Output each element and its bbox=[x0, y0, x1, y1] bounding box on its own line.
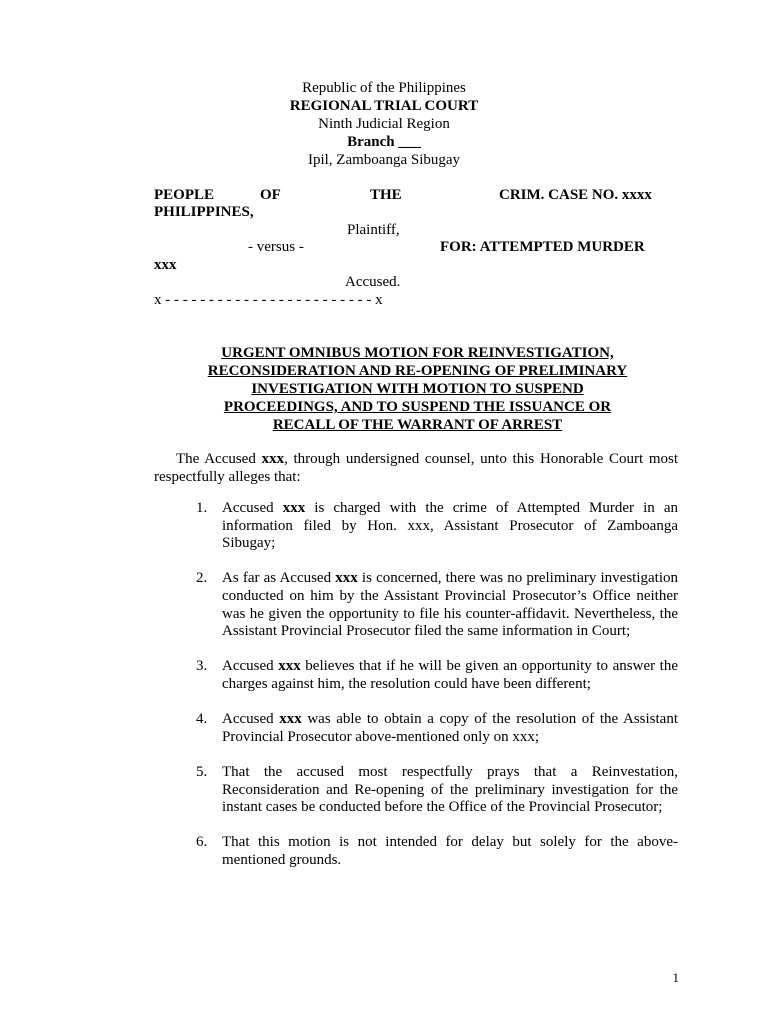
item-text-post: is concerned, there was no preliminary investigation conducted on him by the Assistant Provincial Prosecutor’s Office neither was he given the opportunity to file his counter-affidavit. Nevertheless, the Assistant Provincial Prosecutor filed the same information in Court; bbox=[222, 570, 678, 640]
list-item bbox=[154, 500, 678, 553]
item-text-pre: That this motion is not intended for delay but solely for the above-mentioned grounds. bbox=[222, 834, 678, 868]
item-number: 5. bbox=[196, 763, 208, 780]
allegations-list bbox=[154, 500, 678, 887]
item-name: xxx bbox=[279, 711, 302, 728]
item-number: 4. bbox=[196, 711, 208, 728]
caption-of: OF bbox=[260, 187, 281, 203]
header-court: REGIONAL TRIAL COURT bbox=[289, 98, 479, 114]
title-line-4: PROCEEDINGS, AND TO SUSPEND THE ISSUANCE OR bbox=[223, 399, 612, 415]
caption-plaintiff: Plaintiff, bbox=[347, 222, 400, 238]
page-number: 1 bbox=[672, 970, 679, 985]
item-text-pre: Accused bbox=[222, 711, 280, 728]
item-name: xxx bbox=[278, 658, 301, 675]
item-text-post: believes that if he will be given an opportunity to answer the charges against him, the resolution could have been different; bbox=[222, 658, 678, 692]
title-line-3: INVESTIGATION WITH MOTION TO SUSPEND bbox=[251, 381, 584, 397]
intro-name: xxx bbox=[261, 451, 285, 467]
item-number: 2. bbox=[196, 570, 208, 587]
header-location: Ipil, Zamboanga Sibugay bbox=[307, 152, 461, 168]
intro-post: , through undersigned counsel, unto this Honorable Court most respectfully alleges that: bbox=[154, 451, 679, 485]
motion-title bbox=[150, 344, 685, 434]
caption-the: THE bbox=[370, 187, 402, 203]
item-text-pre: Accused bbox=[222, 658, 279, 675]
item-number: 6. bbox=[196, 834, 208, 851]
list-item bbox=[154, 711, 678, 746]
header-region: Ninth Judicial Region bbox=[318, 116, 450, 132]
caption-accused-label: Accused. bbox=[345, 274, 401, 290]
header-republic: Republic of the Philippines bbox=[302, 80, 466, 96]
item-text-post: is charged with the crime of Attempted Murder in an information filed by Hon. xxx, Assistant Prosecutor of Zamboanga Sibugay; bbox=[222, 500, 678, 552]
caption-versus: - versus - bbox=[248, 239, 304, 255]
case-number: CRIM. CASE NO. xxxx bbox=[499, 187, 652, 203]
list-item bbox=[154, 764, 678, 817]
item-number: 3. bbox=[196, 658, 208, 675]
header-branch: Branch ___ bbox=[347, 134, 421, 150]
list-item bbox=[154, 570, 678, 640]
caption-accused-name: xxx bbox=[154, 257, 177, 273]
item-text-pre: Accused bbox=[222, 500, 283, 516]
list-item bbox=[154, 834, 678, 869]
item-text-pre: That the accused most respectfully prays that a Reinvestation, Reconsideration and Re-opening of the preliminary investigation for the instant cases be conducted before the Office of the Provincial Prosecutor; bbox=[222, 763, 678, 816]
caption-people: PEOPLE bbox=[154, 187, 215, 203]
item-text-pre: As far as Accused bbox=[222, 570, 336, 587]
title-line-1: URGENT OMNIBUS MOTION FOR REINVESTIGATION, bbox=[221, 345, 614, 361]
item-number: 1. bbox=[196, 500, 208, 516]
item-name: xxx bbox=[282, 500, 306, 516]
case-charge: FOR: ATTEMPTED MURDER bbox=[440, 239, 645, 255]
title-line-2: RECONSIDERATION AND RE-OPENING OF PRELIMINARY bbox=[207, 363, 628, 379]
list-item bbox=[154, 658, 678, 693]
caption-separator: x - - - - - - - - - - - - - - - - - - - - - - - - x bbox=[154, 292, 383, 308]
item-name: xxx bbox=[335, 570, 358, 587]
item-text-post: was able to obtain a copy of the resolution of the Assistant Provincial Prosecutor above-mentioned only on xxx; bbox=[222, 711, 678, 745]
intro-pre: The Accused bbox=[176, 451, 262, 467]
title-line-5: RECALL OF THE WARRANT OF ARREST bbox=[272, 417, 563, 433]
intro-paragraph bbox=[154, 450, 678, 486]
caption-philippines: PHILIPPINES, bbox=[154, 204, 254, 220]
